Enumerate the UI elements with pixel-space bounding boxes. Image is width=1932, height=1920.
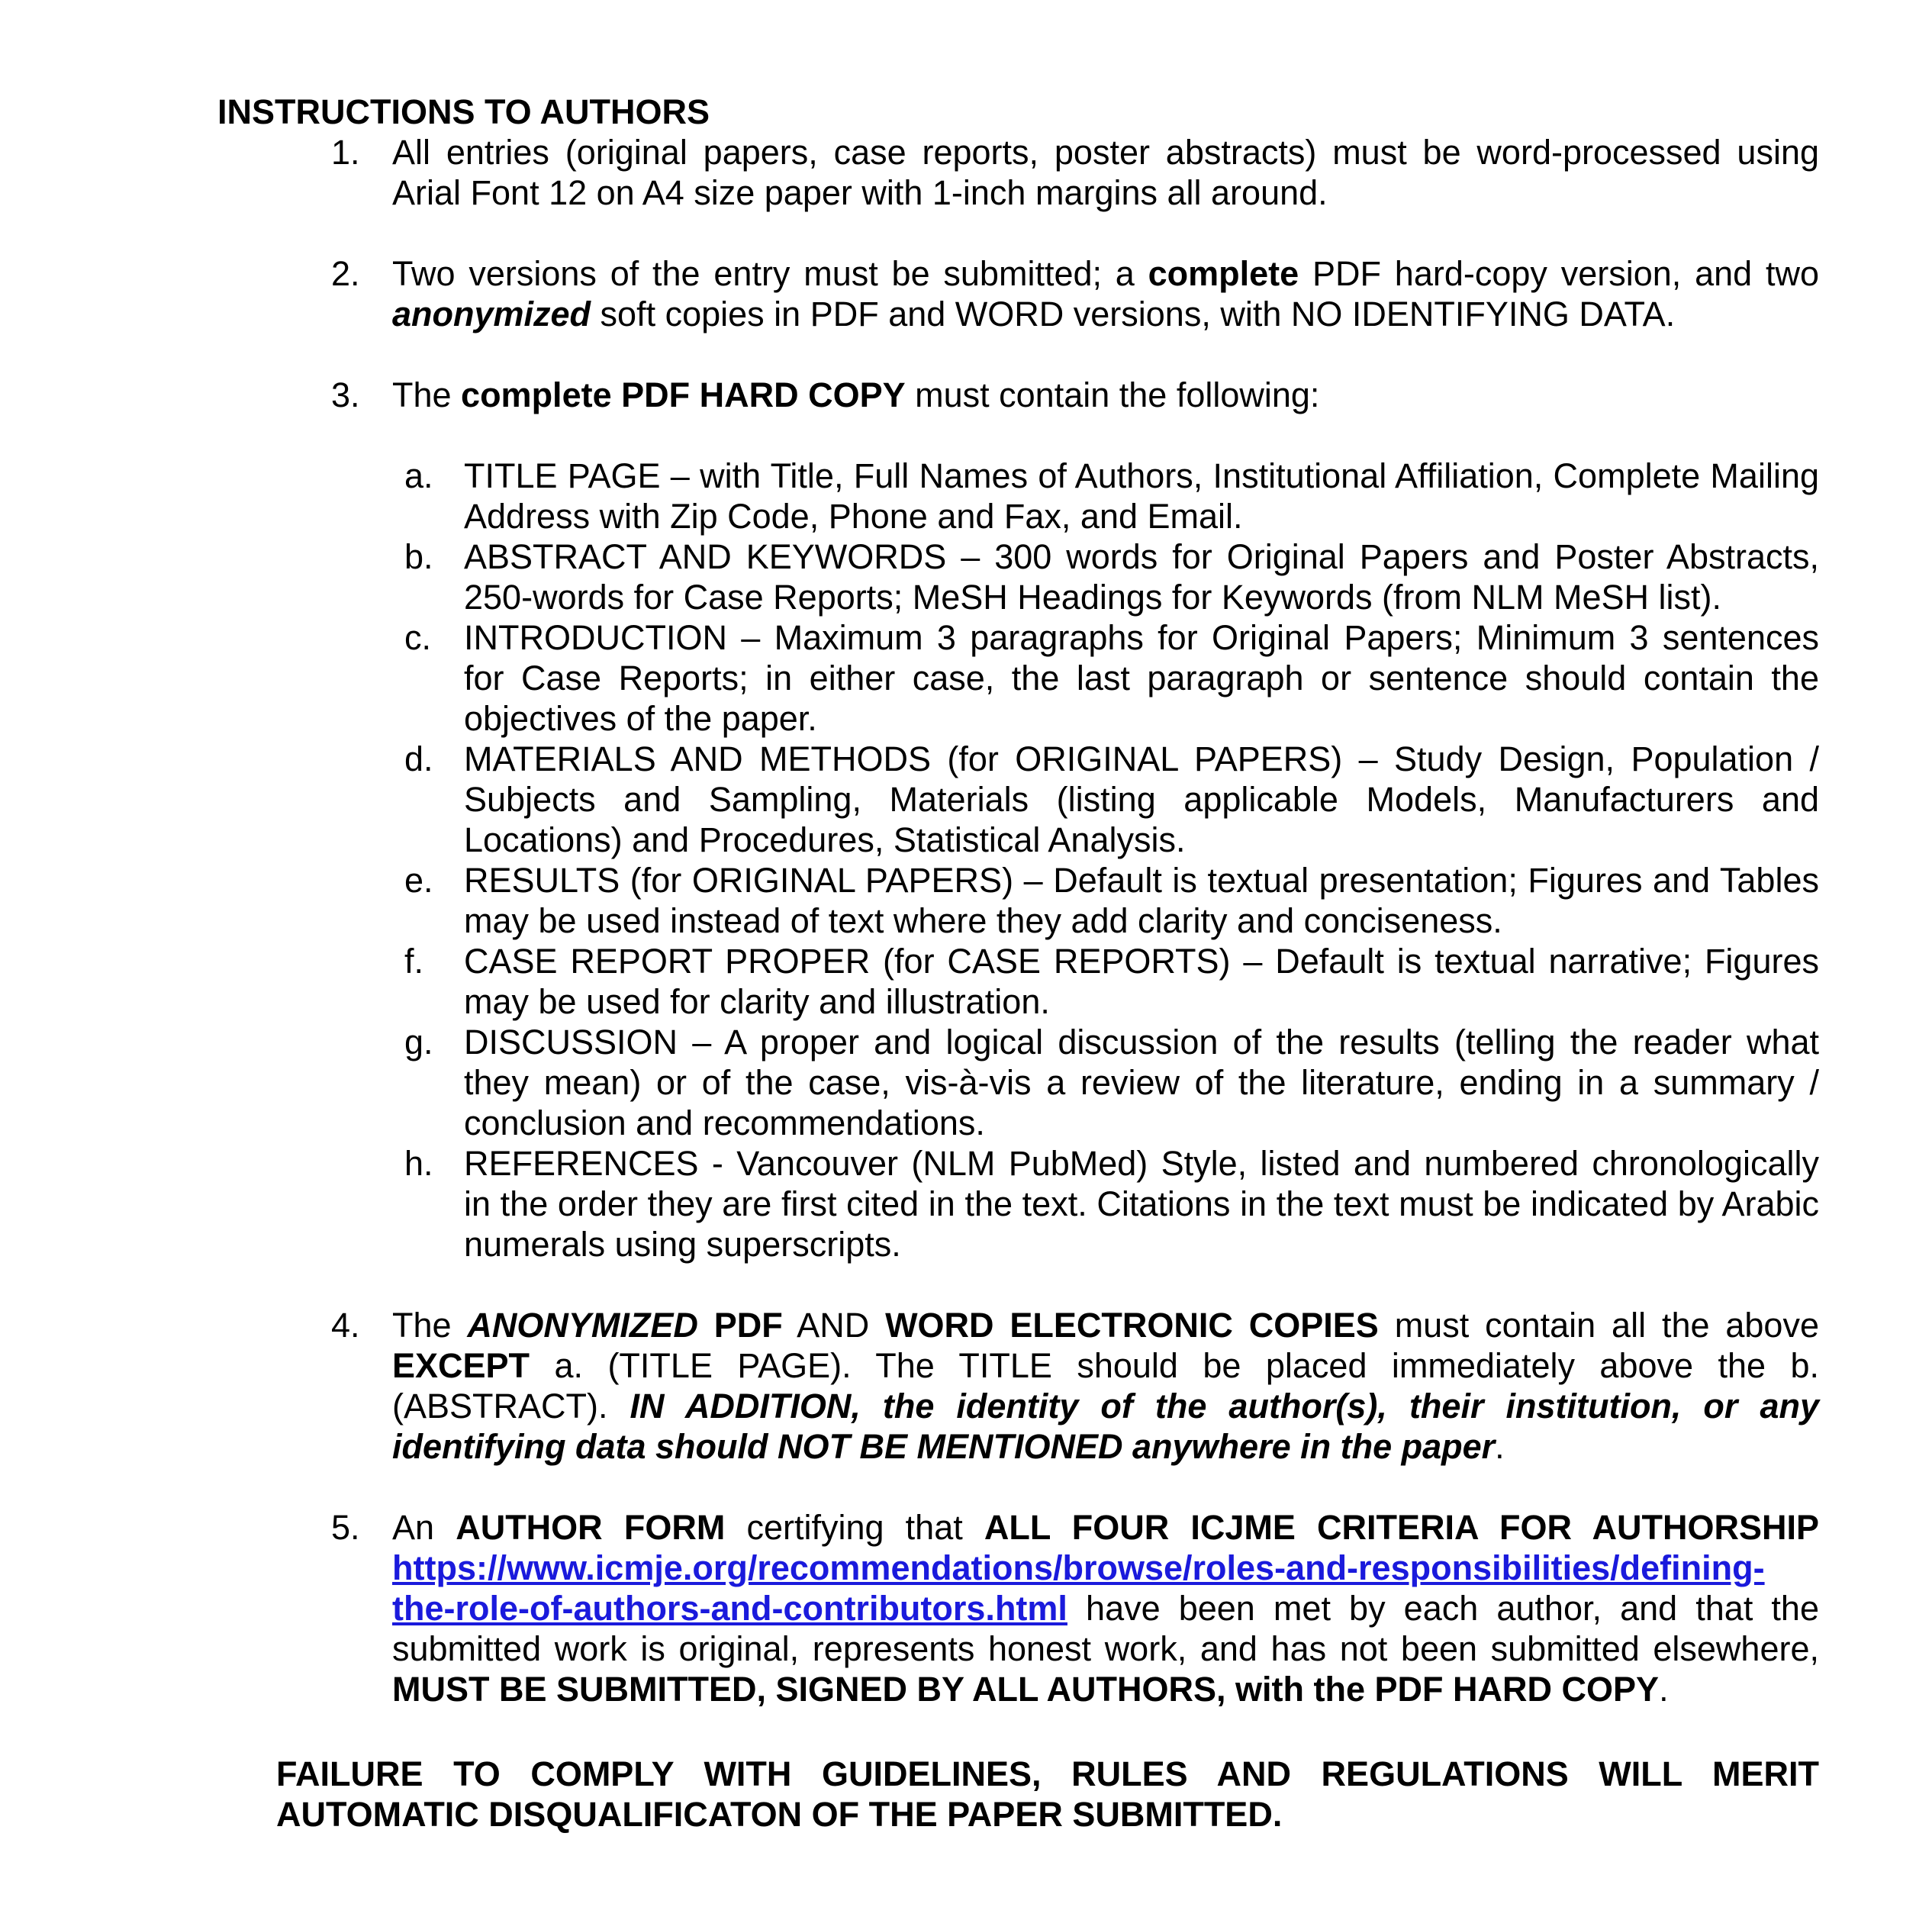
icmje-link-continued[interactable]: the-role-of-authors-and-contributors.html [392,1589,1067,1628]
sub-item-text: INTRODUCTION – Maximum 3 paragraphs for Original Papers; Minimum 3 sentences for Case Reports; in either case, the last paragraph or sentence should contain the objectives of the paper. [464,618,1819,738]
icmje-link[interactable]: https://www.icmje.org/recommendations/browse/roles-and-responsibilities/defining- [392,1548,1765,1587]
sub-item-letter: a. [404,456,433,495]
sub-item-letter: e. [404,861,433,900]
item-5-line-2 [392,1548,1819,1588]
list-item-number: 4. [331,1306,360,1345]
list-item-number: 5. [331,1508,360,1547]
page-title: INSTRUCTIONS TO AUTHORS [217,92,710,131]
list-item-number: 3. [331,375,360,414]
list-item-number: 2. [331,254,360,293]
sub-item-text: CASE REPORT PROPER (for CASE REPORTS) – Default is textual narrative; Figures may be used for clarity and illustration. [464,942,1819,1021]
sub-item-text: RESULTS (for ORIGINAL PAPERS) – Default is textual presentation; Figures and Tables may be used instead of text where they add clarity and conciseness. [464,861,1819,940]
sub-item-letter: c. [404,618,432,657]
sub-item-text: DISCUSSION – A proper and logical discussion of the results (telling the reader what they mean) or of the case, vis-à-vis a review of the literature, ending in a summary / conclusion and recommendations. [464,1023,1819,1142]
disqualification-notice [276,1754,1819,1835]
notice-line-2: AUTOMATIC DISQUALIFICATON OF THE PAPER SUBMITTED. [276,1795,1283,1834]
list-item-text: Two versions of the entry must be submitted; a complete PDF hard-copy version, and two anonymized soft copies in PDF and WORD versions, with NO IDENTIFYING DATA. [392,254,1819,333]
item-5-line-1: An AUTHOR FORM certifying that ALL FOUR ICJME CRITERIA FOR AUTHORSHIP [392,1508,1819,1547]
notice-line-1: FAILURE TO COMPLY WITH GUIDELINES, RULES AND REGULATIONS WILL MERIT [276,1754,1819,1793]
list-item-text: All entries (original papers, case reports, poster abstracts) must be word-processed using Arial Font 12 on A4 size paper with 1-inch margins all around. [392,133,1819,212]
sub-item-letter: f. [404,942,424,981]
list-item-text [392,1507,1819,1709]
sub-item-letter: g. [404,1023,433,1061]
list-item-number: 1. [331,133,360,172]
item-5-rest: the-role-of-authors-and-contributors.html have been met by each author, and that the submitted work is original, represents honest work, and has not been submitted elsewhere, MUST BE SUBMITTED, SIGNED BY ALL AUTHORS, with the PDF HARD COPY. [392,1589,1819,1709]
sub-item-letter: b. [404,537,433,576]
sub-item-letter: h. [404,1144,433,1183]
sub-item-letter: d. [404,739,433,778]
sub-item-text: ABSTRACT AND KEYWORDS – 300 words for Original Papers and Poster Abstracts, 250-words for Case Reports; MeSH Headings for Keywords (from NLM MeSH list). [464,537,1819,617]
sub-item-text: MATERIALS AND METHODS (for ORIGINAL PAPERS) – Study Design, Population / Subjects and Sampling, Materials (listing applicable Models, Manufacturers and Locations) and Procedures, Statistical Analysis. [464,739,1819,859]
list-item-text: The ANONYMIZED PDF AND WORD ELECTRONIC COPIES must contain all the above EXCEPT a. (TITLE PAGE). The TITLE should be placed immediately above the b. (ABSTRACT). IN ADDITION, the identity of the author(s), their institution, or any identifying data should NOT BE MENTIONED anywhere in the paper. [392,1306,1819,1466]
sub-item-text: REFERENCES - Vancouver (NLM PubMed) Style, listed and numbered chronologically in the order they are first cited in the text. Citations in the text must be indicated by Arabic numerals using superscripts. [464,1144,1819,1264]
list-item-text: The complete PDF HARD COPY must contain the following: [392,375,1320,414]
sub-item-text: TITLE PAGE – with Title, Full Names of Authors, Institutional Affiliation, Complete Mailing Address with Zip Code, Phone and Fax, and Email. [464,456,1819,536]
